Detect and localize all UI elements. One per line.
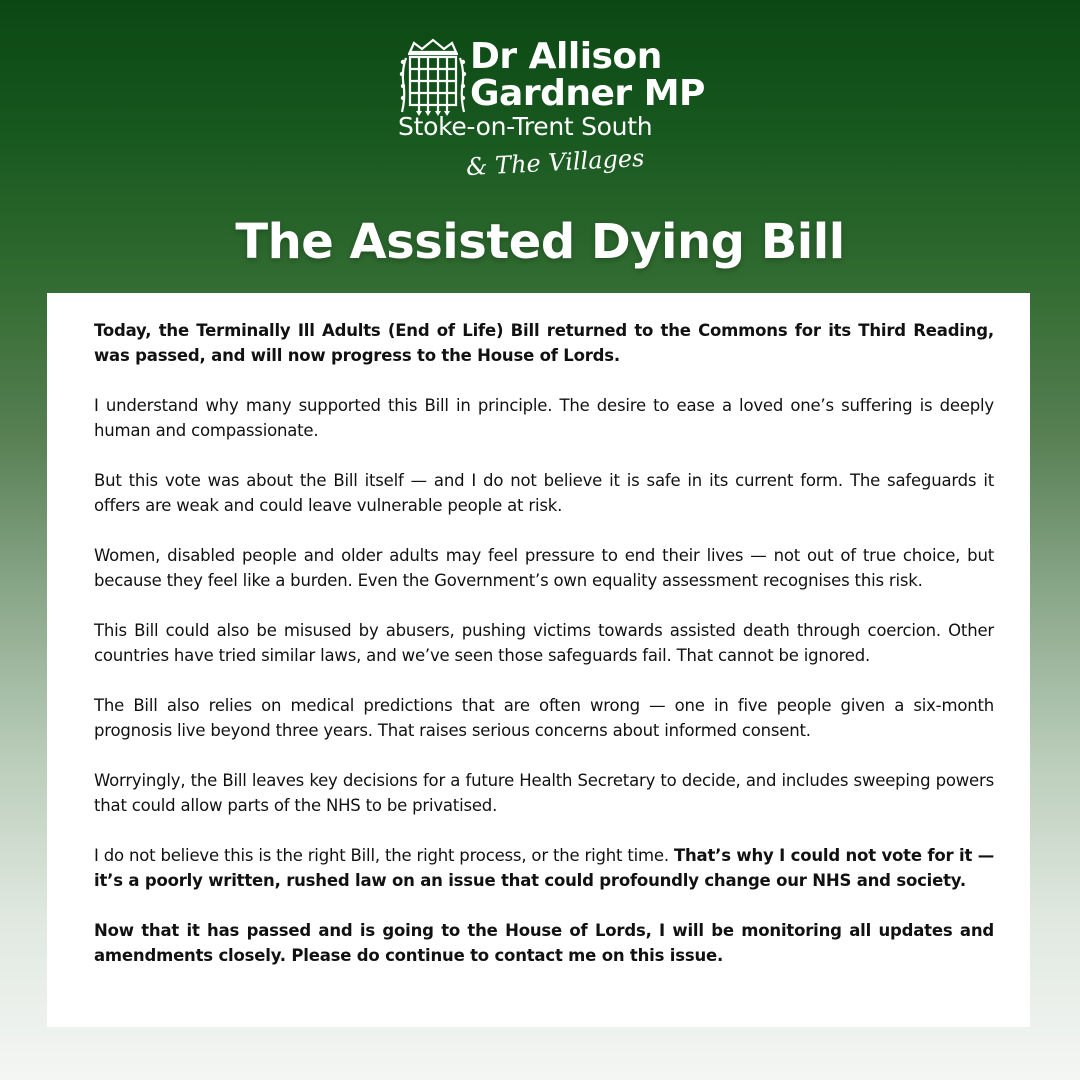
header — [0, 0, 1080, 292]
paragraph-conclusion — [94, 843, 994, 893]
paragraph-prognosis: The Bill also relies on medical predictions that are often wrong — one in five people given a six-month prognosis live beyond three years. That raises serious concerns about informed consent. — [94, 696, 994, 740]
paragraph-pressure: Women, disabled people and older adults may feel pressure to end their lives — not out of true choice, but because they feel like a burden. Even the Government’s own equality assessment recognises this risk. — [94, 546, 994, 590]
constituency-name: Stoke-on-Trent South — [398, 112, 653, 141]
mp-name — [470, 38, 705, 112]
paragraph-safeguards: But this vote was about the Bill itself — and I do not believe it is safe in its current form. The safeguards it offers are weak and could leave vulnerable people at risk. — [94, 471, 994, 515]
paragraph-intro: Today, the Terminally Ill Adults (End of Life) Bill returned to the Commons for its Third Reading, was passed, and will now progress to the House of Lords. — [94, 321, 994, 365]
mp-name-line2: Gardner MP — [470, 73, 705, 114]
conclusion-bold: That’s why I could not vote for it — it’s a poorly written, rushed law on an issue that could profoundly change our NHS and society. — [94, 846, 994, 890]
page-title: The Assisted Dying Bill — [235, 214, 845, 270]
statement-card — [47, 293, 1030, 1027]
villages-script: & The Villages — [465, 143, 646, 182]
mp-name-line1: Dr Allison — [470, 36, 662, 77]
paragraph-closing: Now that it has passed and is going to the House of Lords, I will be monitoring all updates and amendments closely. Please do continue to contact me on this issue. — [94, 921, 994, 965]
paragraph-coercion: This Bill could also be misused by abusers, pushing victims towards assisted death through coercion. Other countries have tried similar laws, and we’ve seen those safeguards fail. That cannot be ignored. — [94, 621, 994, 665]
paragraph-nhs: Worryingly, the Bill leaves key decisions for a future Health Secretary to decide, and includes sweeping powers that could allow parts of the NHS to be privatised. — [94, 771, 994, 815]
conclusion-regular: I do not believe this is the right Bill, the right process, or the right time. — [94, 846, 674, 865]
portcullis-icon — [398, 38, 468, 116]
paragraph-understanding: I understand why many supported this Bill in principle. The desire to ease a loved one’s suffering is deeply human and compassionate. — [94, 396, 994, 440]
